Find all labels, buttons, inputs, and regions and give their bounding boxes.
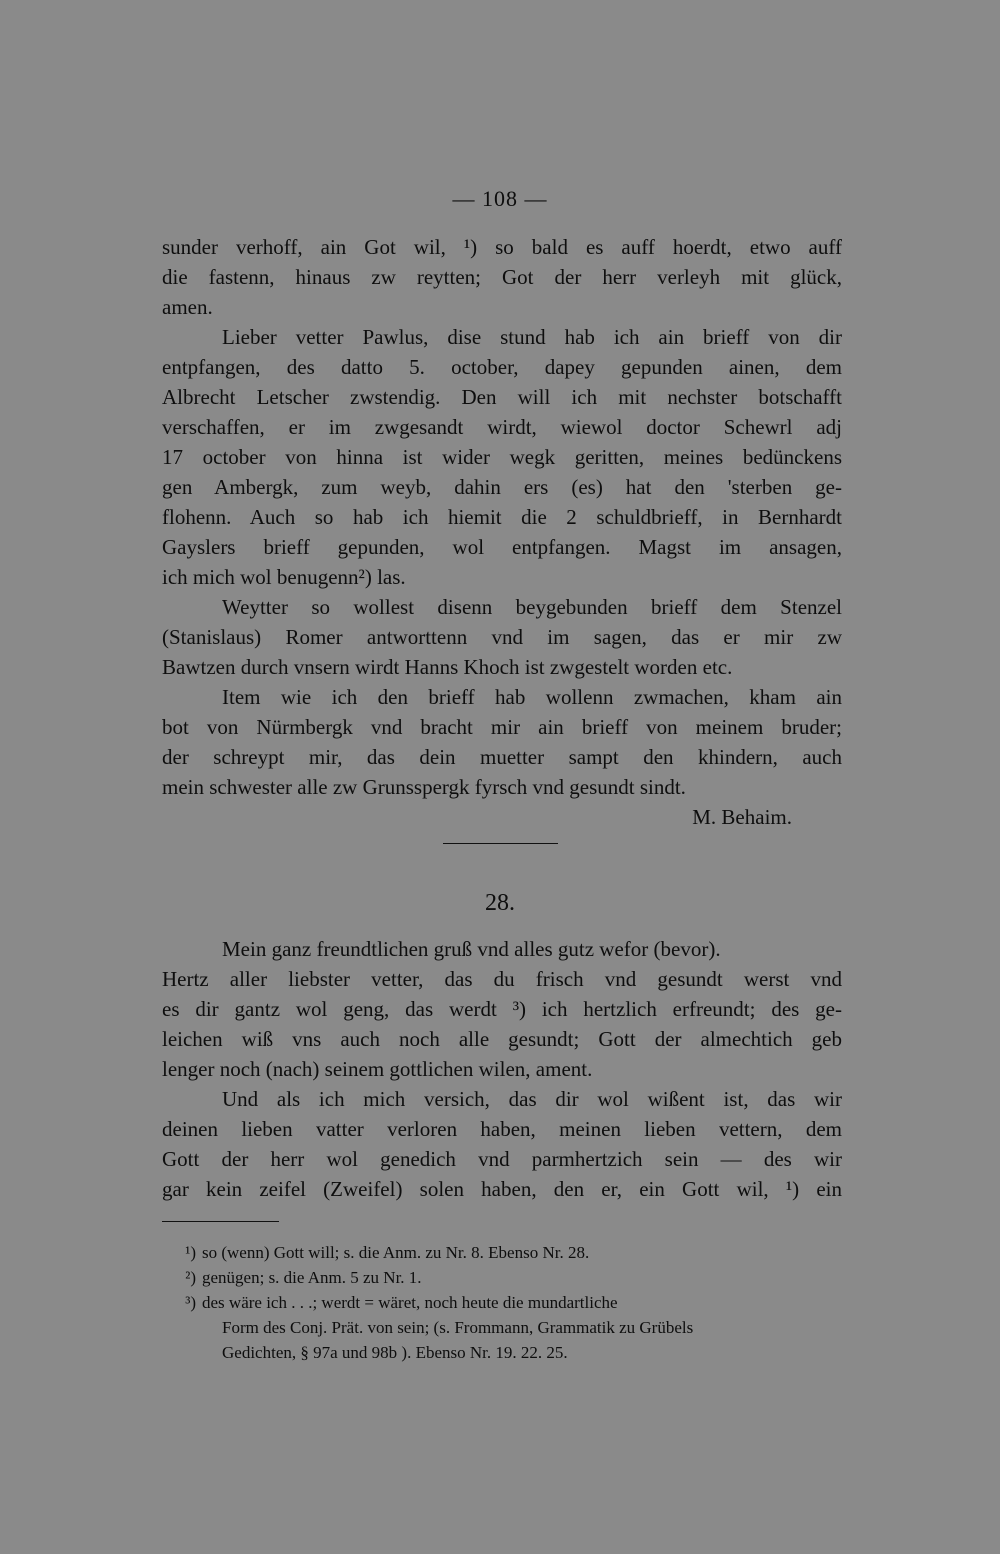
text-line: gen Ambergk, zum weyb, dahin ers (es) hat den 'sterben ge- — [162, 475, 842, 499]
text-line: Gott der herr wol genedich vnd parmhertzich sein — des wir — [162, 1147, 842, 1171]
letter-28-text — [162, 934, 842, 1204]
text-line: Gayslers brieff gepunden, wol entpfangen. Magst im ansagen, — [162, 535, 842, 559]
text-line: verschaffen, er im zwgesandt wirdt, wiewol doctor Schewrl adj — [162, 415, 842, 439]
footnote-divider — [162, 1221, 279, 1222]
page-number: — 108 — — [452, 186, 548, 211]
text-line: deinen lieben vatter verloren haben, meinen lieben vettern, dem — [162, 1117, 842, 1141]
footnote — [162, 1265, 842, 1290]
text-line: leichen wiß vns auch noch alle gesundt; Gott der almechtich geb — [162, 1027, 842, 1051]
text-line: lenger noch (nach) seinem gottlichen wilen, ament. — [162, 1057, 593, 1081]
text-line: Item wie ich den brieff hab wollenn zwmachen, kham ain — [222, 685, 842, 709]
text-line: Hertz aller liebster vetter, das du frisch vnd gesundt werst vnd — [162, 967, 842, 991]
text-line: Bawtzen durch vnsern wirdt Hanns Khoch ist zwgestelt worden etc. — [162, 655, 733, 679]
footnote-continuation — [162, 1340, 842, 1365]
section-number: 28. — [485, 890, 515, 916]
footnote-mark: ¹) — [185, 1243, 196, 1262]
text-line: ich mich wol benugenn²) las. — [162, 565, 406, 589]
footnote-mark: ³) — [185, 1293, 196, 1312]
footnote-continuation — [162, 1315, 842, 1340]
signature: M. Behaim. — [692, 805, 792, 829]
text-line: bot von Nürmbergk vnd bracht mir ain brieff von meinem bruder; — [162, 715, 842, 739]
text-line: der schreypt mir, das dein muetter sampt den khindern, auch — [162, 745, 842, 769]
text-line: amen. — [162, 295, 213, 319]
section-divider — [443, 843, 558, 844]
text-line: flohenn. Auch so hab ich hiemit die 2 schuldbrieff, in Bernhardt — [162, 505, 842, 529]
footnote — [162, 1290, 842, 1315]
footnote-text: des wäre ich . . .; werdt = wäret, noch heute die mundartliche — [202, 1293, 618, 1312]
footnotes — [162, 1240, 842, 1365]
footnote-text: genügen; s. die Anm. 5 zu Nr. 1. — [202, 1268, 422, 1287]
footnote-text: Gedichten, § 97a und 98b ). Ebenso Nr. 19. 22. 25. — [222, 1343, 568, 1362]
footnote-mark: ²) — [185, 1268, 196, 1287]
text-line: die fastenn, hinaus zw reytten; Got der herr verleyh mit glück, — [162, 265, 842, 289]
text-line: 17 october von hinna ist wider wegk geritten, meines bedünckens — [162, 445, 842, 469]
text-line: Lieber vetter Pawlus, dise stund hab ich ain brieff von dir — [222, 325, 842, 349]
text-line: Weytter so wollest disenn beygebunden brieff dem Stenzel — [222, 595, 842, 619]
text-line: es dir gantz wol geng, das werdt ³) ich hertzlich erfreundt; des ge- — [162, 997, 842, 1021]
text-line: Mein ganz freundtlichen gruß vnd alles gutz wefor (bevor). — [222, 937, 721, 961]
text-line: gar kein zeifel (Zweifel) solen haben, den er, ein Gott wil, ¹) ein — [162, 1177, 842, 1201]
text-line: Und als ich mich versich, das dir wol wißent ist, das wir — [222, 1087, 842, 1111]
footnote-text: so (wenn) Gott will; s. die Anm. zu Nr. 8. Ebenso Nr. 28. — [202, 1243, 590, 1262]
text-line: entpfangen, des datto 5. october, dapey gepunden ainen, dem — [162, 355, 842, 379]
text-line: Albrecht Letscher zwstendig. Den will ich mit nechster botschafft — [162, 385, 842, 409]
footnote — [162, 1240, 842, 1265]
text-line: sunder verhoff, ain Got wil, ¹) so bald es auff hoerdt, etwo auff — [162, 235, 842, 259]
footnote-text: Form des Conj. Prät. von sein; (s. Frommann, Grammatik zu Grübels — [222, 1318, 694, 1337]
letter-27-text — [162, 232, 842, 832]
text-line: mein schwester alle zw Grunsspergk fyrsch vnd gesundt sindt. — [162, 775, 686, 799]
text-line: (Stanislaus) Romer antworttenn vnd im sagen, das er mir zw — [162, 625, 842, 649]
